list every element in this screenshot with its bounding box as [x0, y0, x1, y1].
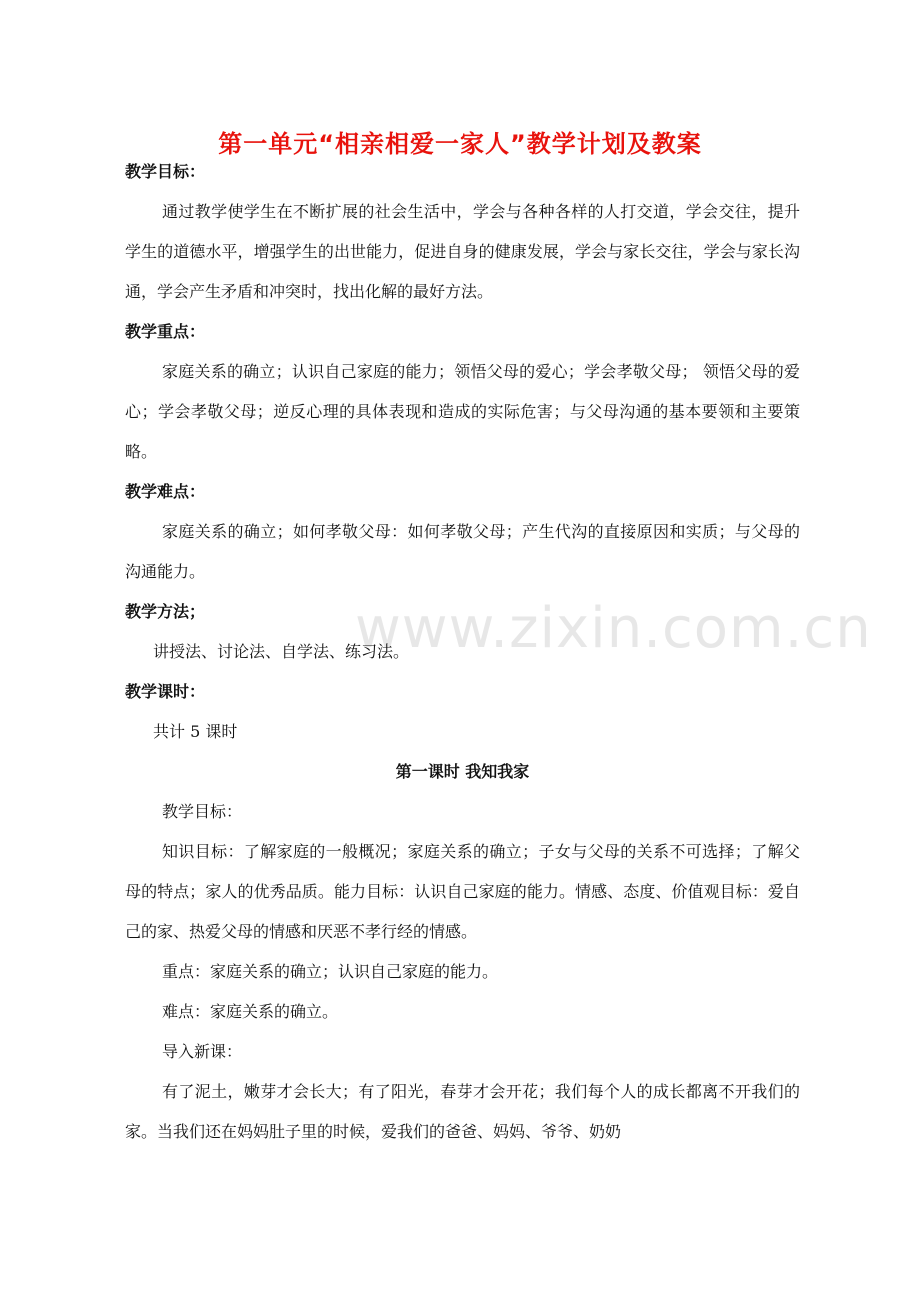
- goals-text: 通过教学使学生在不断扩展的社会生活中，学会与各种各样的人打交道，学会交往，提升学生的道德水平，增强学生的出世能力，促进自身的健康发展，学会与家长交往，学会与家长沟通，学会产生矛盾和冲突时，找出化解的最好方法。: [125, 202, 800, 301]
- lesson1-intro-label: 导入新课：: [162, 1042, 243, 1061]
- lesson1-goal-label: 教学目标：: [162, 802, 243, 821]
- document-title: 第一单元“相亲相爱一家人”教学计划及教案: [218, 130, 702, 158]
- lesson1-intro-text: 有了泥土，嫩芽才会长大；有了阳光，春芽才会开花；我们每个人的成长都离不开我们的家。当我们还在妈妈肚子里的时候，爱我们的爸爸、妈妈、爷爷、奶奶: [125, 1082, 800, 1141]
- lesson1-key-point: 重点：家庭关系的确立；认识自己家庭的能力。: [162, 962, 499, 981]
- difficulties-heading: 教学难点：: [125, 482, 206, 501]
- lesson1-difficulty: 难点：家庭关系的确立。: [162, 1002, 339, 1021]
- key-points-heading: 教学重点：: [125, 322, 206, 341]
- document-body: [125, 160, 800, 1152]
- methods-text: 讲授法、讨论法、自学法、练习法。: [153, 642, 410, 661]
- watermark: www.zixin.com.cn: [355, 596, 872, 661]
- lesson1-goals-text: 知识目标：了解家庭的一般概况；家庭关系的确立；子女与父母的关系不可选择；了解父母的特点；家人的优秀品质。能力目标：认识自己家庭的能力。情感、态度、价值观目标：爱自己的家、热爱父母的情感和厌恶不孝行经的情感。: [125, 842, 800, 941]
- hours-text: 共计 5 课时: [153, 722, 238, 741]
- key-points-text: 家庭关系的确立；认识自己家庭的能力；领悟父母的爱心；学会孝敬父母； 领悟父母的爱心；学会孝敬父母；逆反心理的具体表现和造成的实际危害；与父母沟通的基本要领和主要策略。: [125, 362, 800, 461]
- goals-heading: 教学目标：: [125, 162, 206, 181]
- lesson1-title: 第一课时 我知我家: [395, 762, 530, 781]
- difficulties-text: 家庭关系的确立；如何孝敬父母：如何孝敬父母；产生代沟的直接原因和实质；与父母的沟通能力。: [125, 522, 800, 581]
- hours-heading: 教学课时：: [125, 682, 206, 701]
- methods-heading: 教学方法；: [125, 602, 206, 621]
